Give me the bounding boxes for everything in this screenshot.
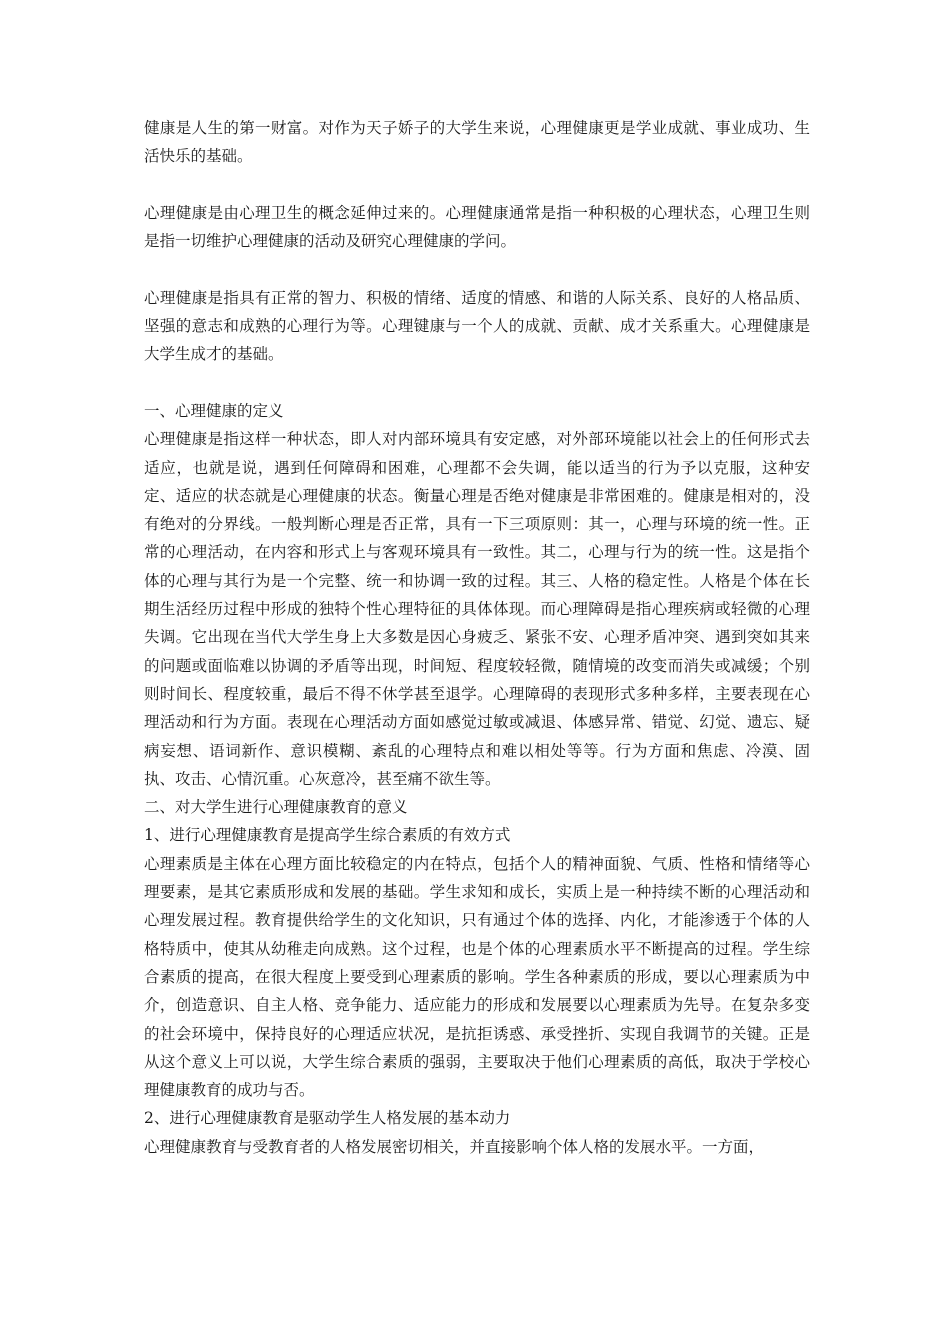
- subsection-1-heading: 1、进行心理健康教育是提高学生综合素质的有效方式: [144, 826, 511, 845]
- subsection-1-body: 心理素质是主体在心理方面比较稳定的内在特点，包括个人的精神面貌、气质、性格和情绪等心理要素，是其它素质形成和发展的基础。学生求知和成长，实质上是一种持续不断的心理活动和心理发展过程。教育提供给学生的文化知识，只有通过个体的选择、内化，才能渗透于个体的人格特质中，使其从幼稚走向成熟。这个过程，也是个体的心理素质水平不断提高的过程。学生综合素质的提高，在很大程度上要受到心理素质的影响。学生各种素质的形成，要以心理素质为中介，创造意识、自主人格、竞争能力、适应能力的形成和发展要以心理素质为先导。在复杂多变的社会环境中，保持良好的心理适应状况，是抗拒诱惑、承受挫折、实现自我调节的关键。正是从这个意义上可以说，大学生综合素质的强弱，主要取决于他们心理素质的高低，取决于学校心理健康教育的成功与否。: [144, 854, 810, 1100]
- intro-paragraph-2: 心理健康是由心理卫生的概念延伸过来的。心理健康通常是指一种积极的心理状态，心理卫生则是指一切维护心理健康的活动及研究心理健康的学问。: [144, 203, 810, 251]
- paragraph-gap: [144, 255, 810, 283]
- section-1-body: 心理健康是指这样一种状态，即人对内部环境具有安定感，对外部环境能以社会上的任何形式去适应，也就是说，遇到任何障碍和困难，心理都不会失调，能以适当的行为予以克服，这种安定、适应的状态就是心理健康的状态。衡量心理是否绝对健康是非常困难的。健康是相对的，没有绝对的分界线。一般判断心理是否正常，具有一下三项原则：其一，心理与环境的统一性。正常的心理活动，在内容和形式上与客观环境具有一致性。其二，心理与行为的统一性。这是指个体的心理与其行为是一个完整、统一和协调一致的过程。其三、人格的稳定性。人格是个体在长期生活经历过程中形成的独特个性心理特征的具体体现。而心理障碍是指心理疾病或轻微的心理失调。它出现在当代大学生身上大多数是因心身疲乏、紧张不安、心理矛盾冲突、遇到突如其来的问题或面临难以协调的矛盾等出现，时间短、程度较轻微，随情境的改变而消失或减缓；个别则时间长、程度较重，最后不得不休学甚至退学。心理障碍的表现形式多种多样，主要表现在心理活动和行为方面。表现在心理活动方面如感觉过敏或减退、体感异常、错觉、幻觉、遗忘、疑病妄想、语词新作、意识模糊、紊乱的心理特点和难以相处等等。行为方面和焦虑、冷漠、固执、攻击、心情沉重。心灰意冷，甚至痛不欲生等。: [144, 430, 810, 788]
- intro-paragraph-3: 心理健康是指具有正常的智力、积极的情绪、适度的情感、和谐的人际关系、良好的人格品质、坚强的意志和成熟的心理行为等。心理键康与一个人的成就、贡献、成才关系重大。心理健康是大学生成才的基础。: [144, 288, 810, 364]
- section-1-heading: 一、心理健康的定义: [144, 401, 284, 420]
- subsection-2-body: 心理健康教育与受教育者的人格发展密切相关，并直接影响个体人格的发展水平。一方面，: [144, 1137, 765, 1156]
- intro-paragraph-1: 健康是人生的第一财富。对作为天子娇子的大学生来说，心理健康更是学业成就、事业成功、生活快乐的基础。: [144, 119, 810, 166]
- section-2-heading: 二、对大学生进行心理健康教育的意义: [144, 798, 408, 817]
- subsection-2-heading: 2、进行心理健康教育是驱动学生人格发展的基本动力: [144, 1109, 511, 1128]
- paragraph-gap: [144, 369, 810, 397]
- paragraph-gap: [144, 171, 810, 199]
- document-page: [144, 114, 810, 1161]
